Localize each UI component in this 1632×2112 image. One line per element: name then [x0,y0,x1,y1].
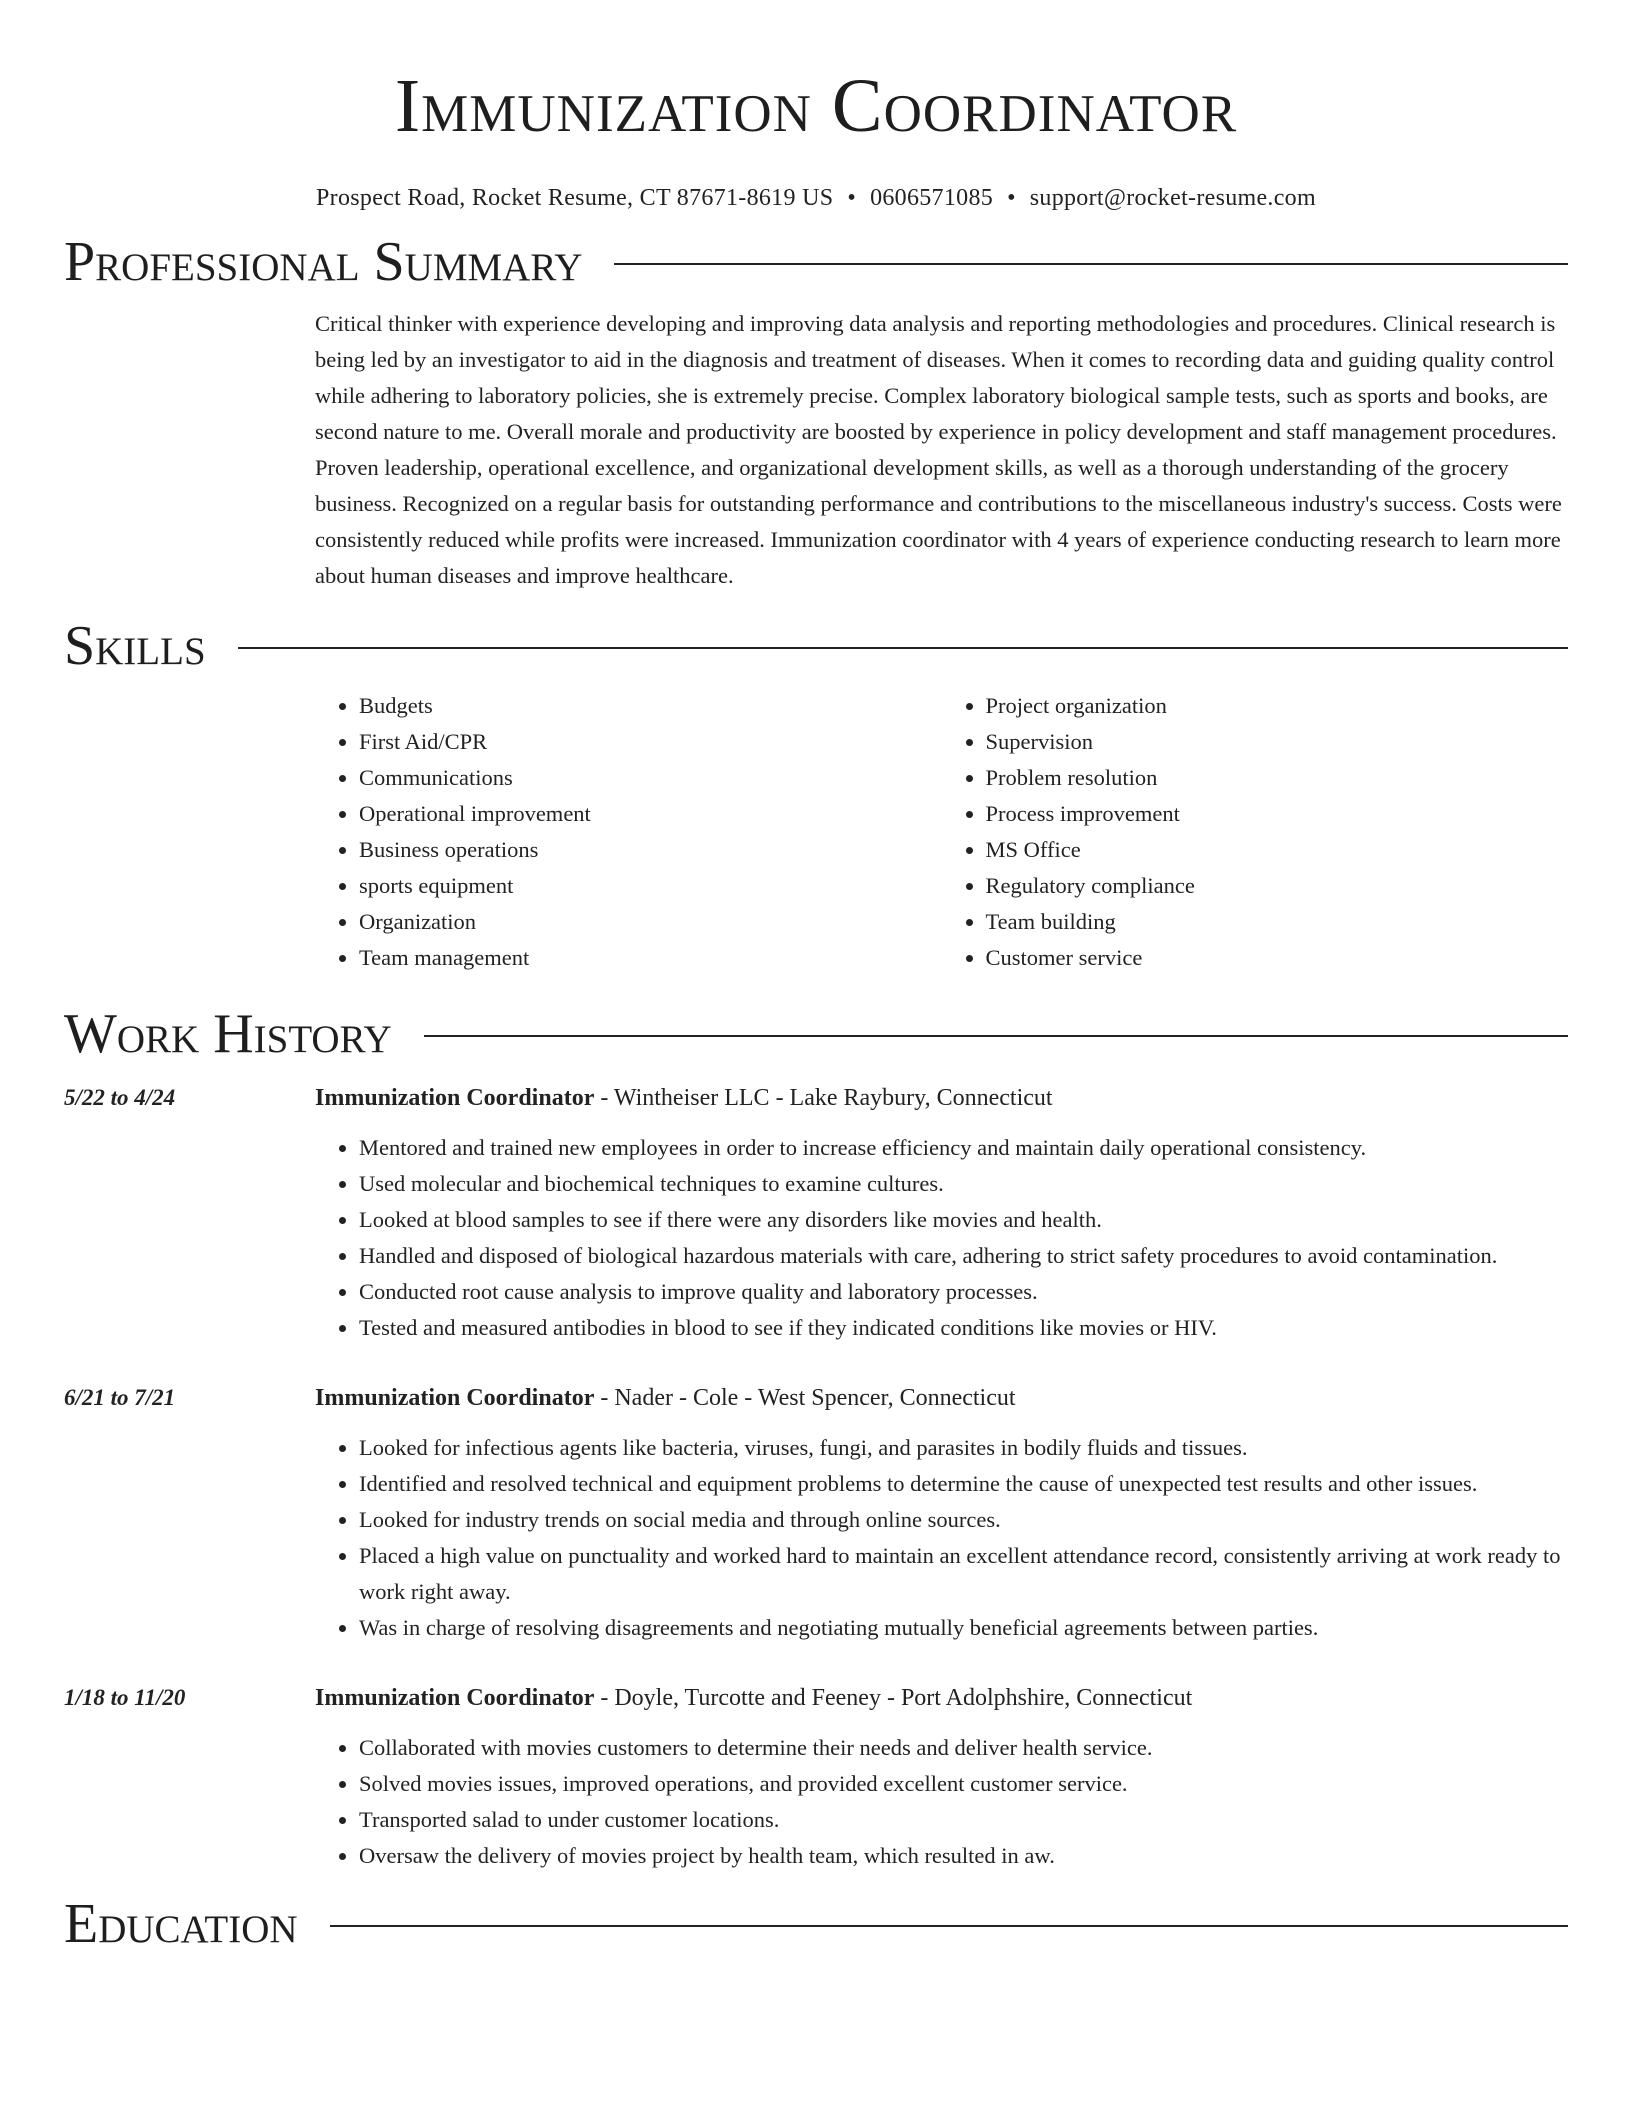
job-entry [64,1680,1568,1874]
summary-title: Professional Summary [64,231,583,293]
job-bullet: • Was in charge of resolving disagreements and negotiating mutually beneficial agreements between parties. [359,1610,1568,1646]
job-bullet: • Conducted root cause analysis to improve quality and laboratory processes. [359,1274,1568,1310]
candidate-name: Immunization Coordinator [394,64,1238,148]
job-details [315,1380,1568,1646]
job-dates: 1/18 to 11/20 [64,1685,186,1710]
contact-line [64,182,1568,214]
job-bullet-list [315,1430,1568,1646]
address: Prospect Road, Rocket Resume, CT 87671-8619 US [316,185,834,211]
job-role: Immunization Coordinator [315,1085,595,1111]
work-section-header [64,1002,1568,1066]
job-role: Immunization Coordinator [315,1685,595,1711]
job-bullet: • Used molecular and biochemical techniques to examine cultures. [359,1166,1568,1202]
job-title-line [315,1680,1568,1716]
phone: 0606571085 [870,185,994,211]
separator-dot: • [1007,185,1016,211]
job-employer: - Nader - Cole - West Spencer, Connecticut [594,1385,1016,1411]
job-bullet: • Collaborated with movies customers to determine their needs and deliver health service. [359,1730,1568,1766]
job-bullet: • Oversaw the delivery of movies project by health team, which resulted in aw. [359,1838,1568,1874]
job-bullet: • Transported salad to under customer locations. [359,1802,1568,1838]
section-divider [424,1035,1568,1037]
job-role: Immunization Coordinator [315,1385,595,1411]
summary-text: Critical thinker with experience developing and improving data analysis and reporting methodologies and procedures. Clinical research is being led by an investigator to aid in the diagnosis and treatment of diseases. When it comes to recording data and guiding quality control while adhering to laboratory policies, she is extremely precise. Complex laboratory biological sample tests, such as sports and books, are second nature to me. Overall morale and productivity are boosted by experience in policy development and staff management procedures. Proven leadership, operational excellence, and organizational development skills, as well as a thorough understanding of the grocery business. Recognized on a regular basis for outstanding performance and contributions to the miscellaneous industry's success. Costs were consistently reduced while profits were increased. Immunization coordinator with 4 years of experience conducting research to learn more about human diseases and improve healthcare. [315,311,1562,588]
skills-body [315,688,1568,976]
job-title-line [315,1080,1568,1116]
job-bullet: • Solved movies issues, improved operations, and provided excellent customer service. [359,1766,1568,1802]
skills-list-right [942,688,1569,976]
job-entry [64,1080,1568,1346]
skill-item: • Process improvement [986,796,1569,832]
education-title: Education [64,1893,298,1955]
job-employer: - Wintheiser LLC - Lake Raybury, Connecticut [594,1085,1053,1111]
skill-item: • Project organization [986,688,1569,724]
skill-item: • Operational improvement [359,796,942,832]
skill-item: • sports equipment [359,868,942,904]
summary-section-header [64,230,1568,294]
skills-section-header [64,614,1568,678]
job-bullet: • Looked for infectious agents like bacteria, viruses, fungi, and parasites in bodily fluids and tissues. [359,1430,1568,1466]
job-dates: 6/21 to 7/21 [64,1385,176,1410]
job-employer: - Doyle, Turcotte and Feeney - Port Adolphshire, Connecticut [594,1685,1193,1711]
job-bullet: • Looked for industry trends on social media and through online sources. [359,1502,1568,1538]
email: support@rocket-resume.com [1029,185,1316,211]
work-title: Work History [64,1003,392,1065]
section-divider [614,263,1568,265]
job-details [315,1680,1568,1874]
skill-item: • Team building [986,904,1569,940]
job-bullet: • Handled and disposed of biological hazardous materials with care, adhering to strict safety procedures to avoid contamination. [359,1238,1568,1274]
skill-item: • Team management [359,940,942,976]
job-bullet-list [315,1730,1568,1874]
resume-page [64,0,1568,1956]
job-details [315,1080,1568,1346]
section-divider [238,647,1568,649]
skill-item: • MS Office [986,832,1569,868]
skill-item: • Budgets [359,688,942,724]
skill-item: • Customer service [986,940,1569,976]
skills-columns [315,688,1568,976]
separator-dot: • [847,185,857,211]
skill-item: • Communications [359,760,942,796]
job-bullet: • Placed a high value on punctuality and worked hard to maintain an excellent attendance record, consistently arriving at work ready to work right away. [359,1538,1568,1610]
job-bullet: • Mentored and trained new employees in order to increase efficiency and maintain daily operational consistency. [359,1130,1568,1166]
skills-list-left [315,688,942,976]
skills-title: Skills [64,615,206,677]
summary-body [315,306,1568,594]
education-section-header [64,1892,1568,1956]
job-entry [64,1380,1568,1646]
section-divider [330,1925,1568,1927]
job-bullet: • Identified and resolved technical and equipment problems to determine the cause of unexpected test results and other issues. [359,1466,1568,1502]
skill-item: • Business operations [359,832,942,868]
skill-item: • Regulatory compliance [986,868,1569,904]
job-title-line [315,1380,1568,1416]
job-dates: 5/22 to 4/24 [64,1085,176,1110]
job-bullet: • Looked at blood samples to see if there were any disorders like movies and health. [359,1202,1568,1238]
skill-item: • First Aid/CPR [359,724,942,760]
job-bullet: • Tested and measured antibodies in blood to see if they indicated conditions like movies or HIV. [359,1310,1568,1346]
skill-item: • Organization [359,904,942,940]
skill-item: • Problem resolution [986,760,1569,796]
job-bullet-list [315,1130,1568,1346]
skill-item: • Supervision [986,724,1569,760]
